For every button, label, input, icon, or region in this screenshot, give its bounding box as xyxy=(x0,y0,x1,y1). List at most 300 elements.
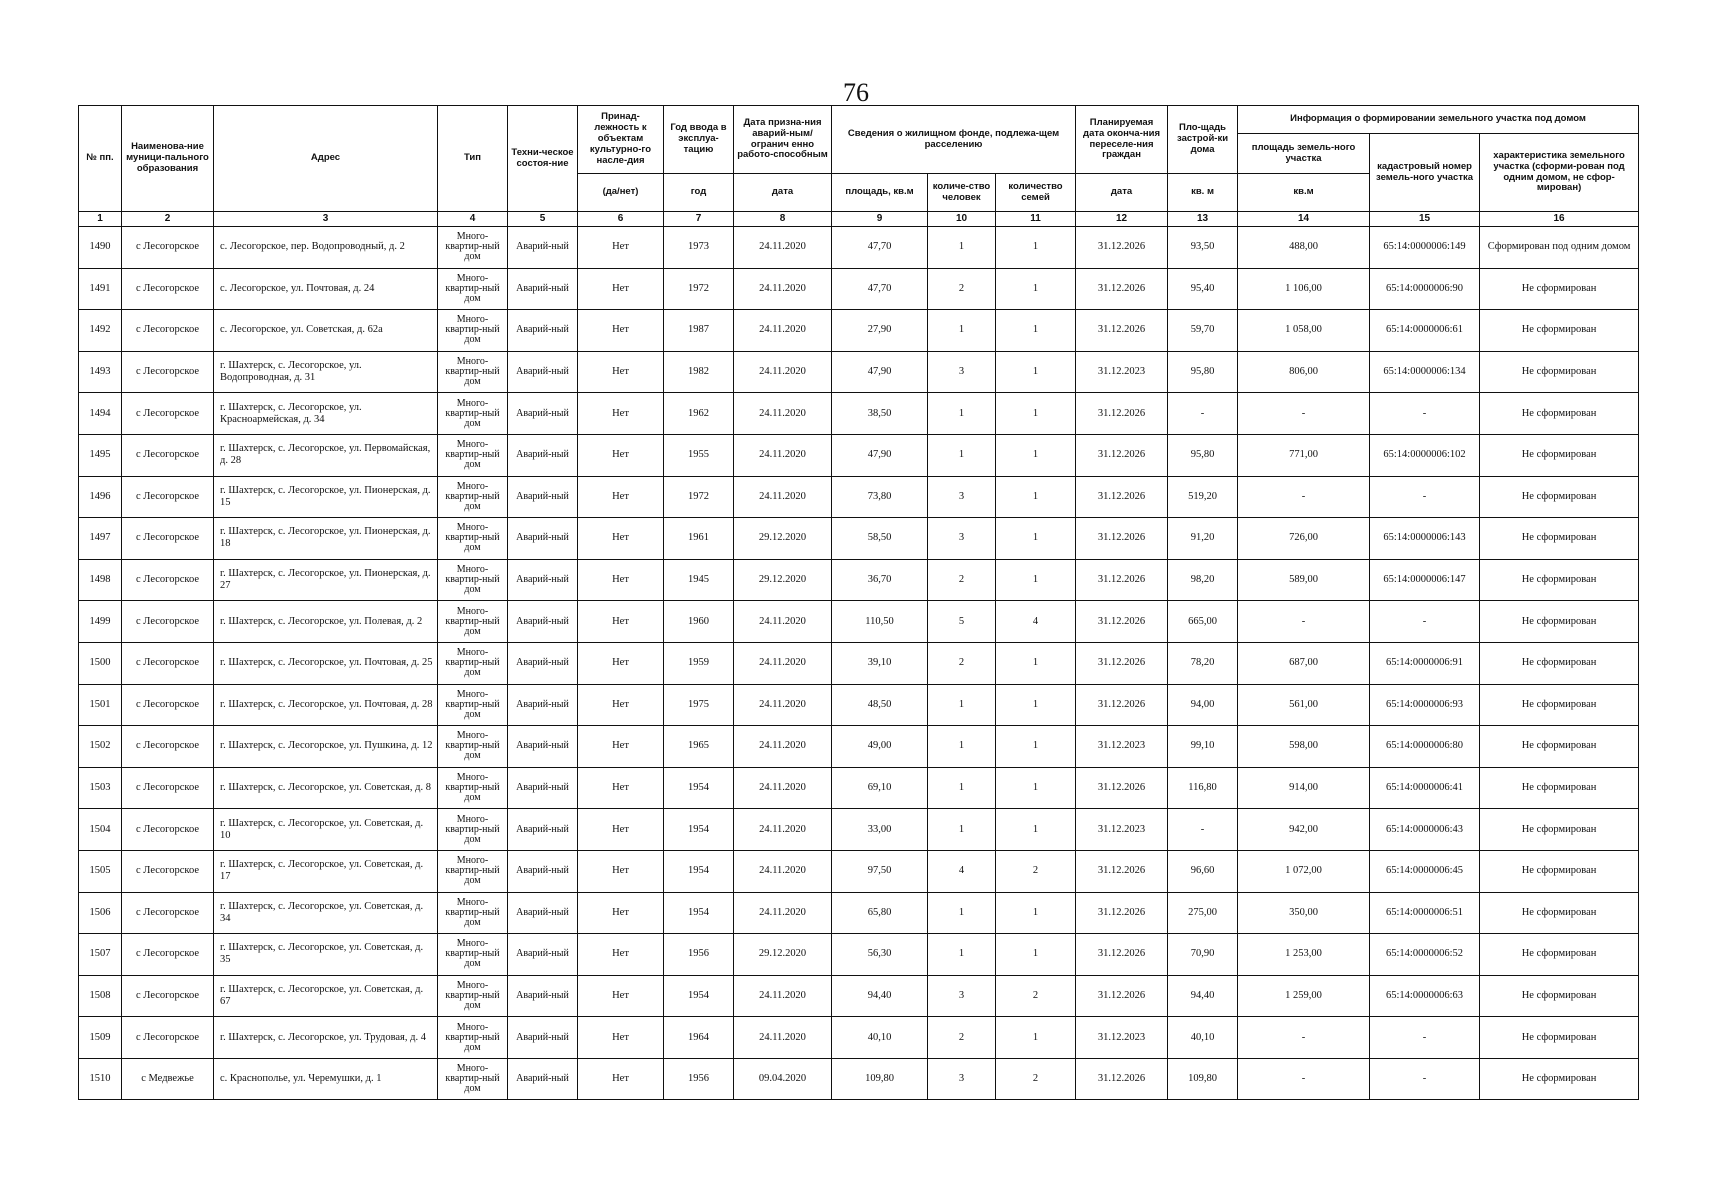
cell-cadastral: 65:14:0000006:149 xyxy=(1370,227,1480,269)
cell-year: 1955 xyxy=(664,434,734,476)
cell-number: 1502 xyxy=(79,726,122,768)
cell-planned-date: 31.12.2026 xyxy=(1076,601,1168,643)
cell-land-char: Не сформирован xyxy=(1480,559,1639,601)
cell-municipality: с Лесогорское xyxy=(122,351,214,393)
cell-land-char: Не сформирован xyxy=(1480,809,1639,851)
cell-housing-area: 38,50 xyxy=(832,393,928,435)
cell-housing-area: 47,70 xyxy=(832,268,928,310)
cell-families: 2 xyxy=(996,975,1076,1017)
table-row xyxy=(79,476,1639,518)
cell-tech-state: Аварий-ный xyxy=(508,559,578,601)
cell-people: 1 xyxy=(928,434,996,476)
cell-land-area: 488,00 xyxy=(1238,227,1370,269)
cell-year: 1962 xyxy=(664,393,734,435)
cell-building-area: 91,20 xyxy=(1168,518,1238,560)
table-row xyxy=(79,1058,1639,1100)
cell-address: г. Шахтерск, с. Лесогорское, ул. Пионерская, д. 18 xyxy=(214,518,438,560)
cell-municipality: с Медвежье xyxy=(122,1058,214,1100)
cell-housing-area: 58,50 xyxy=(832,518,928,560)
table-row xyxy=(79,642,1639,684)
cell-land-area: 806,00 xyxy=(1238,351,1370,393)
cell-cadastral: 65:14:0000006:41 xyxy=(1370,767,1480,809)
cell-municipality: с Лесогорское xyxy=(122,975,214,1017)
table-row xyxy=(79,601,1639,643)
cell-address: г. Шахтерск, с. Лесогорское, ул. Пионерская, д. 27 xyxy=(214,559,438,601)
cell-land-area: 1 058,00 xyxy=(1238,310,1370,352)
cell-number: 1500 xyxy=(79,642,122,684)
column-number: 7 xyxy=(664,212,734,227)
cell-housing-area: 49,00 xyxy=(832,726,928,768)
cell-address: с. Лесогорское, пер. Водопроводный, д. 2 xyxy=(214,227,438,269)
cell-cadastral: 65:14:0000006:102 xyxy=(1370,434,1480,476)
cell-cadastral: - xyxy=(1370,1058,1480,1100)
cell-heritage: Нет xyxy=(578,934,664,976)
header-families: количество семей xyxy=(996,174,1076,212)
cell-building-area: 40,10 xyxy=(1168,1017,1238,1059)
table-row xyxy=(79,1017,1639,1059)
cell-address: г. Шахтерск, с. Лесогорское, ул. Красноармейская, д. 34 xyxy=(214,393,438,435)
cell-recognition-date: 24.11.2020 xyxy=(734,809,832,851)
cell-type: Много-квартир-ный дом xyxy=(438,1058,508,1100)
cell-housing-area: 47,90 xyxy=(832,434,928,476)
cell-planned-date: 31.12.2026 xyxy=(1076,850,1168,892)
cell-number: 1509 xyxy=(79,1017,122,1059)
page-number: 76 xyxy=(843,78,869,107)
cell-tech-state: Аварий-ный xyxy=(508,518,578,560)
cell-land-area: 687,00 xyxy=(1238,642,1370,684)
cell-heritage: Нет xyxy=(578,601,664,643)
header-housing-area: площадь, кв.м xyxy=(832,174,928,212)
cell-number: 1505 xyxy=(79,850,122,892)
cell-address: г. Шахтерск, с. Лесогорское, ул. Трудовая, д. 4 xyxy=(214,1017,438,1059)
cell-cadastral: 65:14:0000006:61 xyxy=(1370,310,1480,352)
cell-number: 1497 xyxy=(79,518,122,560)
cell-cadastral: 65:14:0000006:91 xyxy=(1370,642,1480,684)
cell-building-area: 94,40 xyxy=(1168,975,1238,1017)
column-number: 5 xyxy=(508,212,578,227)
cell-type: Много-квартир-ный дом xyxy=(438,601,508,643)
column-number: 11 xyxy=(996,212,1076,227)
cell-address: г. Шахтерск, с. Лесогорское, ул. Водопроводная, д. 31 xyxy=(214,351,438,393)
cell-number: 1508 xyxy=(79,975,122,1017)
cell-people: 1 xyxy=(928,892,996,934)
cell-land-char: Не сформирован xyxy=(1480,726,1639,768)
column-number: 15 xyxy=(1370,212,1480,227)
cell-recognition-date: 24.11.2020 xyxy=(734,434,832,476)
cell-land-char: Не сформирован xyxy=(1480,476,1639,518)
cell-planned-date: 31.12.2026 xyxy=(1076,268,1168,310)
cell-land-char: Не сформирован xyxy=(1480,434,1639,476)
cell-heritage: Нет xyxy=(578,227,664,269)
cell-cadastral: 65:14:0000006:63 xyxy=(1370,975,1480,1017)
cell-number: 1490 xyxy=(79,227,122,269)
cell-planned-date: 31.12.2026 xyxy=(1076,642,1168,684)
cell-housing-area: 109,80 xyxy=(832,1058,928,1100)
cell-families: 1 xyxy=(996,351,1076,393)
cell-municipality: с Лесогорское xyxy=(122,850,214,892)
cell-municipality: с Лесогорское xyxy=(122,393,214,435)
cell-recognition-date: 29.12.2020 xyxy=(734,934,832,976)
cell-building-area: - xyxy=(1168,809,1238,851)
cell-people: 1 xyxy=(928,684,996,726)
cell-building-area: 665,00 xyxy=(1168,601,1238,643)
cell-people: 1 xyxy=(928,227,996,269)
column-number-row xyxy=(79,212,1639,227)
cell-heritage: Нет xyxy=(578,393,664,435)
cell-people: 2 xyxy=(928,559,996,601)
column-number: 3 xyxy=(214,212,438,227)
cell-type: Много-квартир-ный дом xyxy=(438,809,508,851)
cell-housing-area: 27,90 xyxy=(832,310,928,352)
cell-recognition-date: 24.11.2020 xyxy=(734,476,832,518)
resettlement-table xyxy=(78,105,1639,1100)
cell-planned-date: 31.12.2026 xyxy=(1076,476,1168,518)
cell-type: Много-квартир-ный дом xyxy=(438,518,508,560)
cell-tech-state: Аварий-ный xyxy=(508,393,578,435)
cell-cadastral: 65:14:0000006:80 xyxy=(1370,726,1480,768)
cell-heritage: Нет xyxy=(578,684,664,726)
cell-planned-date: 31.12.2026 xyxy=(1076,393,1168,435)
cell-recognition-date: 24.11.2020 xyxy=(734,726,832,768)
cell-building-area: 99,10 xyxy=(1168,726,1238,768)
column-number: 13 xyxy=(1168,212,1238,227)
cell-recognition-date: 24.11.2020 xyxy=(734,892,832,934)
cell-number: 1507 xyxy=(79,934,122,976)
header-heritage-unit: (да/нет) xyxy=(578,174,664,212)
cell-tech-state: Аварий-ный xyxy=(508,1017,578,1059)
cell-number: 1498 xyxy=(79,559,122,601)
cell-type: Много-квартир-ный дом xyxy=(438,726,508,768)
table-row xyxy=(79,934,1639,976)
cell-tech-state: Аварий-ный xyxy=(508,975,578,1017)
cell-year: 1945 xyxy=(664,559,734,601)
table-row xyxy=(79,684,1639,726)
cell-families: 1 xyxy=(996,559,1076,601)
table-row xyxy=(79,975,1639,1017)
cell-land-char: Не сформирован xyxy=(1480,1017,1639,1059)
cell-land-char: Не сформирован xyxy=(1480,601,1639,643)
cell-housing-area: 69,10 xyxy=(832,767,928,809)
header-year-unit: год xyxy=(664,174,734,212)
cell-planned-date: 31.12.2026 xyxy=(1076,1058,1168,1100)
cell-address: г. Шахтерск, с. Лесогорское, ул. Советская, д. 10 xyxy=(214,809,438,851)
cell-number: 1492 xyxy=(79,310,122,352)
cell-number: 1506 xyxy=(79,892,122,934)
column-number: 12 xyxy=(1076,212,1168,227)
cell-housing-area: 39,10 xyxy=(832,642,928,684)
cell-type: Много-квартир-ный дом xyxy=(438,393,508,435)
table-row xyxy=(79,726,1639,768)
cell-address: г. Шахтерск, с. Лесогорское, ул. Советская, д. 17 xyxy=(214,850,438,892)
cell-recognition-date: 24.11.2020 xyxy=(734,601,832,643)
cell-planned-date: 31.12.2023 xyxy=(1076,809,1168,851)
cell-land-char: Не сформирован xyxy=(1480,642,1639,684)
cell-year: 1960 xyxy=(664,601,734,643)
cell-tech-state: Аварий-ный xyxy=(508,892,578,934)
cell-housing-area: 65,80 xyxy=(832,892,928,934)
column-number: 9 xyxy=(832,212,928,227)
cell-type: Много-квартир-ный дом xyxy=(438,892,508,934)
cell-year: 1956 xyxy=(664,934,734,976)
cell-year: 1965 xyxy=(664,726,734,768)
cell-municipality: с Лесогорское xyxy=(122,518,214,560)
header-planned-date: Планируемая дата оконча-ния переселе-ния граждан xyxy=(1076,106,1168,174)
cell-recognition-date: 24.11.2020 xyxy=(734,393,832,435)
cell-cadastral: 65:14:0000006:45 xyxy=(1370,850,1480,892)
cell-land-area: - xyxy=(1238,1017,1370,1059)
cell-type: Много-квартир-ный дом xyxy=(438,684,508,726)
cell-land-area: - xyxy=(1238,601,1370,643)
table-row xyxy=(79,310,1639,352)
cell-land-area: 589,00 xyxy=(1238,559,1370,601)
table-row xyxy=(79,892,1639,934)
cell-address: с. Лесогорское, ул. Почтовая, д. 24 xyxy=(214,268,438,310)
header-land-char: характеристика земельного участка (сформи-рован под одним домом, не сфор-мирован) xyxy=(1480,134,1639,212)
cell-land-char: Не сформирован xyxy=(1480,268,1639,310)
cell-land-area: - xyxy=(1238,393,1370,435)
cell-heritage: Нет xyxy=(578,518,664,560)
table-body xyxy=(79,227,1639,1100)
cell-municipality: с Лесогорское xyxy=(122,559,214,601)
cell-housing-area: 33,00 xyxy=(832,809,928,851)
cell-planned-date: 31.12.2026 xyxy=(1076,934,1168,976)
cell-land-area: 771,00 xyxy=(1238,434,1370,476)
cell-building-area: 98,20 xyxy=(1168,559,1238,601)
cell-families: 1 xyxy=(996,642,1076,684)
cell-land-char: Не сформирован xyxy=(1480,850,1639,892)
table-row xyxy=(79,559,1639,601)
cell-land-area: 598,00 xyxy=(1238,726,1370,768)
cell-address: г. Шахтерск, с. Лесогорское, ул. Советская, д. 67 xyxy=(214,975,438,1017)
cell-heritage: Нет xyxy=(578,476,664,518)
cell-families: 1 xyxy=(996,476,1076,518)
cell-families: 1 xyxy=(996,892,1076,934)
column-number: 10 xyxy=(928,212,996,227)
cell-tech-state: Аварий-ный xyxy=(508,934,578,976)
header-address: Адрес xyxy=(214,106,438,212)
table-row xyxy=(79,268,1639,310)
cell-planned-date: 31.12.2026 xyxy=(1076,767,1168,809)
cell-tech-state: Аварий-ный xyxy=(508,601,578,643)
cell-land-area: 561,00 xyxy=(1238,684,1370,726)
cell-people: 1 xyxy=(928,310,996,352)
cell-families: 4 xyxy=(996,601,1076,643)
cell-address: г. Шахтерск, с. Лесогорское, ул. Советская, д. 34 xyxy=(214,892,438,934)
cell-year: 1973 xyxy=(664,227,734,269)
cell-cadastral: 65:14:0000006:147 xyxy=(1370,559,1480,601)
cell-type: Много-квартир-ный дом xyxy=(438,850,508,892)
cell-housing-area: 56,30 xyxy=(832,934,928,976)
cell-tech-state: Аварий-ный xyxy=(508,809,578,851)
cell-municipality: с Лесогорское xyxy=(122,767,214,809)
cell-tech-state: Аварий-ный xyxy=(508,310,578,352)
cell-municipality: с Лесогорское xyxy=(122,310,214,352)
column-number: 6 xyxy=(578,212,664,227)
cell-land-char: Не сформирован xyxy=(1480,767,1639,809)
table-header xyxy=(79,106,1639,227)
cell-building-area: 116,80 xyxy=(1168,767,1238,809)
cell-people: 3 xyxy=(928,351,996,393)
cell-number: 1491 xyxy=(79,268,122,310)
cell-cadastral: - xyxy=(1370,601,1480,643)
cell-people: 4 xyxy=(928,850,996,892)
cell-families: 2 xyxy=(996,1058,1076,1100)
cell-people: 3 xyxy=(928,1058,996,1100)
cell-people: 1 xyxy=(928,393,996,435)
cell-heritage: Нет xyxy=(578,726,664,768)
cell-housing-area: 36,70 xyxy=(832,559,928,601)
cell-year: 1964 xyxy=(664,1017,734,1059)
cell-land-area: 1 259,00 xyxy=(1238,975,1370,1017)
cell-municipality: с Лесогорское xyxy=(122,726,214,768)
cell-heritage: Нет xyxy=(578,975,664,1017)
header-building-area: Пло-щадь застрой-ки дома xyxy=(1168,106,1238,174)
cell-cadastral: - xyxy=(1370,393,1480,435)
header-housing-group: Сведения о жилищном фонде, подлежа-щем расселению xyxy=(832,106,1076,174)
cell-number: 1499 xyxy=(79,601,122,643)
cell-address: г. Шахтерск, с. Лесогорское, ул. Почтовая, д. 28 xyxy=(214,684,438,726)
cell-families: 1 xyxy=(996,393,1076,435)
cell-tech-state: Аварий-ный xyxy=(508,476,578,518)
cell-planned-date: 31.12.2026 xyxy=(1076,975,1168,1017)
cell-tech-state: Аварий-ный xyxy=(508,684,578,726)
cell-land-char: Не сформирован xyxy=(1480,934,1639,976)
cell-number: 1494 xyxy=(79,393,122,435)
cell-people: 3 xyxy=(928,975,996,1017)
cell-building-area: 70,90 xyxy=(1168,934,1238,976)
cell-families: 1 xyxy=(996,934,1076,976)
cell-cadastral: 65:14:0000006:143 xyxy=(1370,518,1480,560)
cell-land-area: 350,00 xyxy=(1238,892,1370,934)
cell-cadastral: 65:14:0000006:93 xyxy=(1370,684,1480,726)
cell-cadastral: 65:14:0000006:51 xyxy=(1370,892,1480,934)
cell-address: г. Шахтерск, с. Лесогорское, ул. Советская, д. 8 xyxy=(214,767,438,809)
cell-people: 3 xyxy=(928,518,996,560)
cell-people: 1 xyxy=(928,934,996,976)
cell-municipality: с Лесогорское xyxy=(122,601,214,643)
header-type: Тип xyxy=(438,106,508,212)
cell-building-area: 93,50 xyxy=(1168,227,1238,269)
header-land-area: площадь земель-ного участка xyxy=(1238,134,1370,174)
cell-tech-state: Аварий-ный xyxy=(508,850,578,892)
header-municipality: Наименова-ние муници-пального образования xyxy=(122,106,214,212)
cell-type: Много-квартир-ный дом xyxy=(438,975,508,1017)
cell-planned-date: 31.12.2026 xyxy=(1076,559,1168,601)
cell-municipality: с Лесогорское xyxy=(122,434,214,476)
cell-number: 1503 xyxy=(79,767,122,809)
header-land-group: Информация о формировании земельного участка под домом xyxy=(1238,106,1639,134)
cell-people: 1 xyxy=(928,726,996,768)
cell-building-area: 78,20 xyxy=(1168,642,1238,684)
cell-address: г. Шахтерск, с. Лесогорское, ул. Почтовая, д. 25 xyxy=(214,642,438,684)
cell-tech-state: Аварий-ный xyxy=(508,434,578,476)
column-number: 16 xyxy=(1480,212,1639,227)
cell-tech-state: Аварий-ный xyxy=(508,726,578,768)
cell-tech-state: Аварий-ный xyxy=(508,767,578,809)
header-planned-unit: дата xyxy=(1076,174,1168,212)
header-recognition-date: Дата призна-ния аварий-ным/огранич енно работо-способным xyxy=(734,106,832,174)
column-number: 1 xyxy=(79,212,122,227)
cell-type: Много-квартир-ный дом xyxy=(438,476,508,518)
cell-address: с. Краснополье, ул. Черемушки, д. 1 xyxy=(214,1058,438,1100)
cell-building-area: 96,60 xyxy=(1168,850,1238,892)
cell-cadastral: 65:14:0000006:90 xyxy=(1370,268,1480,310)
cell-planned-date: 31.12.2026 xyxy=(1076,434,1168,476)
cell-housing-area: 47,90 xyxy=(832,351,928,393)
table-row xyxy=(79,434,1639,476)
cell-planned-date: 31.12.2023 xyxy=(1076,1017,1168,1059)
cell-land-area: - xyxy=(1238,476,1370,518)
cell-tech-state: Аварий-ный xyxy=(508,642,578,684)
cell-number: 1496 xyxy=(79,476,122,518)
cell-year: 1987 xyxy=(664,310,734,352)
cell-housing-area: 110,50 xyxy=(832,601,928,643)
cell-land-area: 1 106,00 xyxy=(1238,268,1370,310)
cell-recognition-date: 24.11.2020 xyxy=(734,227,832,269)
cell-address: г. Шахтерск, с. Лесогорское, ул. Советская, д. 35 xyxy=(214,934,438,976)
cell-year: 1959 xyxy=(664,642,734,684)
table-row xyxy=(79,767,1639,809)
cell-type: Много-квартир-ный дом xyxy=(438,434,508,476)
cell-address: г. Шахтерск, с. Лесогорское, ул. Пионерская, д. 15 xyxy=(214,476,438,518)
cell-recognition-date: 24.11.2020 xyxy=(734,975,832,1017)
cell-type: Много-квартир-ный дом xyxy=(438,351,508,393)
cell-year: 1954 xyxy=(664,892,734,934)
cell-housing-area: 47,70 xyxy=(832,227,928,269)
cell-building-area: 95,40 xyxy=(1168,268,1238,310)
header-land-unit: кв.м xyxy=(1238,174,1370,212)
cell-municipality: с Лесогорское xyxy=(122,684,214,726)
cell-recognition-date: 29.12.2020 xyxy=(734,559,832,601)
cell-year: 1954 xyxy=(664,975,734,1017)
cell-people: 2 xyxy=(928,642,996,684)
cell-type: Много-квартир-ный дом xyxy=(438,268,508,310)
cell-land-area: 914,00 xyxy=(1238,767,1370,809)
cell-housing-area: 48,50 xyxy=(832,684,928,726)
header-date-unit: дата xyxy=(734,174,832,212)
cell-type: Много-квартир-ный дом xyxy=(438,934,508,976)
cell-people: 1 xyxy=(928,767,996,809)
cell-type: Много-квартир-ный дом xyxy=(438,559,508,601)
column-number: 8 xyxy=(734,212,832,227)
cell-municipality: с Лесогорское xyxy=(122,476,214,518)
cell-year: 1954 xyxy=(664,850,734,892)
cell-families: 1 xyxy=(996,227,1076,269)
cell-land-char: Не сформирован xyxy=(1480,393,1639,435)
cell-municipality: с Лесогорское xyxy=(122,934,214,976)
cell-cadastral: 65:14:0000006:43 xyxy=(1370,809,1480,851)
cell-number: 1510 xyxy=(79,1058,122,1100)
cell-families: 2 xyxy=(996,850,1076,892)
cell-municipality: с Лесогорское xyxy=(122,1017,214,1059)
cell-cadastral: 65:14:0000006:134 xyxy=(1370,351,1480,393)
cell-number: 1501 xyxy=(79,684,122,726)
cell-heritage: Нет xyxy=(578,559,664,601)
cell-building-area: 94,00 xyxy=(1168,684,1238,726)
cell-number: 1504 xyxy=(79,809,122,851)
cell-land-char: Не сформирован xyxy=(1480,1058,1639,1100)
cell-year: 1972 xyxy=(664,476,734,518)
cell-land-area: 1 253,00 xyxy=(1238,934,1370,976)
cell-year: 1972 xyxy=(664,268,734,310)
cell-municipality: с Лесогорское xyxy=(122,227,214,269)
cell-land-char: Не сформирован xyxy=(1480,310,1639,352)
table-row xyxy=(79,393,1639,435)
cell-housing-area: 73,80 xyxy=(832,476,928,518)
cell-year: 1982 xyxy=(664,351,734,393)
cell-planned-date: 31.12.2023 xyxy=(1076,351,1168,393)
cell-people: 5 xyxy=(928,601,996,643)
